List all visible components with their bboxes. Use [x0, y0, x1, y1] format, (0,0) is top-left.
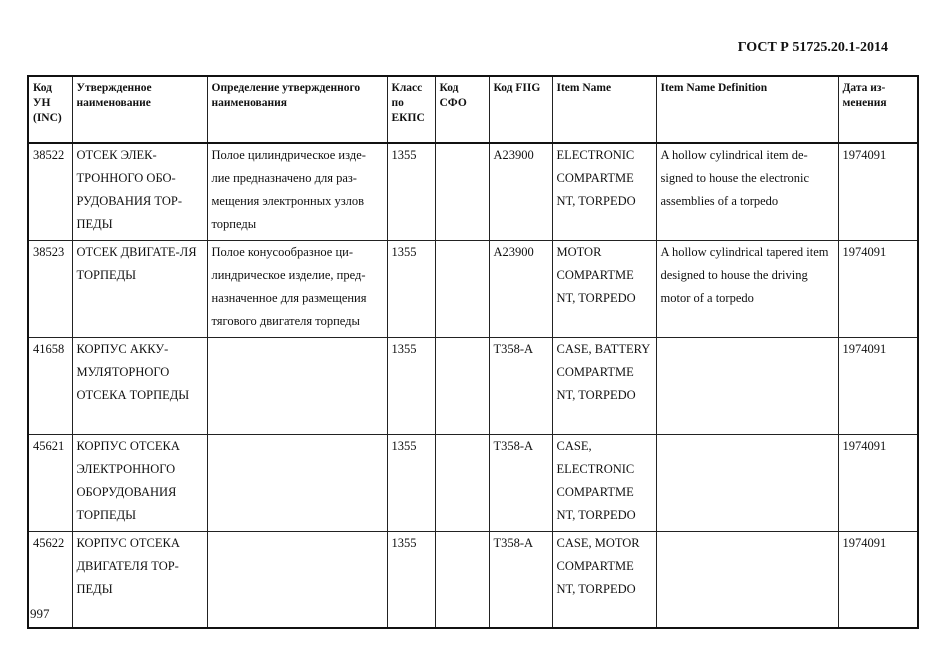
cell-name: ОТСЕК ЭЛЕК-ТРОННОГО ОБО-РУДОВАНИЯ ТОР-ПЕДЫ — [72, 143, 207, 240]
cell-fiig: T358-A — [489, 337, 552, 434]
cell-item-name: CASE, BATTERY COMPARTME NT, TORPEDO — [552, 337, 656, 434]
page-number: 997 — [30, 606, 50, 621]
cell-item-def — [656, 434, 838, 531]
cell-fiig: A23900 — [489, 143, 552, 240]
cell-name: КОРПУС АККУ-МУЛЯТОРНОГО ОТСЕКА ТОРПЕДЫ — [72, 337, 207, 434]
cell-item-name: ELECTRONIC COMPARTME NT, TORPEDO — [552, 143, 656, 240]
cell-sfo — [435, 240, 489, 337]
column-header-item-name: Item Name — [552, 76, 656, 143]
cell-fiig: A23900 — [489, 240, 552, 337]
cell-inc: 45621 — [28, 434, 72, 531]
column-header-item-def: Item Name Definition — [656, 76, 838, 143]
column-header-sfo: Код СФО — [435, 76, 489, 143]
cell-definition — [207, 337, 387, 434]
cell-item-def: A hollow cylindrical item de-signed to house the electronic assemblies of a torpedo — [656, 143, 838, 240]
cell-fiig: T358-A — [489, 531, 552, 628]
cell-inc: 38522 — [28, 143, 72, 240]
cell-class: 1355 — [387, 240, 435, 337]
cell-date: 1974091 — [838, 143, 918, 240]
cell-date: 1974091 — [838, 337, 918, 434]
cell-definition: Полое цилиндрическое изде-лие предназначено для раз-мещения электронных узлов торпеды — [207, 143, 387, 240]
cell-sfo — [435, 434, 489, 531]
cell-sfo — [435, 531, 489, 628]
cell-item-def: A hollow cylindrical tapered item designed to house the driving motor of a torpedo — [656, 240, 838, 337]
table-row — [28, 434, 918, 531]
column-header-definition: Определение утвержденного наименования — [207, 76, 387, 143]
cell-definition: Полое конусообразное ци-линдрическое изделие, пред-назначенное для размещения тягового двигателя торпеды — [207, 240, 387, 337]
cell-inc: 41658 — [28, 337, 72, 434]
classification-table — [27, 75, 919, 629]
column-header-date: Дата из-менения — [838, 76, 918, 143]
cell-item-def — [656, 337, 838, 434]
column-header-name: Утвержденное наименование — [72, 76, 207, 143]
cell-definition — [207, 531, 387, 628]
table-row — [28, 531, 918, 628]
cell-class: 1355 — [387, 143, 435, 240]
table-row — [28, 240, 918, 337]
cell-date: 1974091 — [838, 434, 918, 531]
cell-name: КОРПУС ОТСЕКА ЭЛЕКТРОННОГО ОБОРУДОВАНИЯ ТОРПЕДЫ — [72, 434, 207, 531]
cell-item-name: MOTOR COMPARTME NT, TORPEDO — [552, 240, 656, 337]
cell-sfo — [435, 337, 489, 434]
cell-date: 1974091 — [838, 531, 918, 628]
cell-date: 1974091 — [838, 240, 918, 337]
cell-class: 1355 — [387, 337, 435, 434]
document-title: ГОСТ Р 51725.20.1-2014 — [737, 40, 888, 55]
cell-fiig: T358-A — [489, 434, 552, 531]
cell-inc: 45622 — [28, 531, 72, 628]
cell-inc: 38523 — [28, 240, 72, 337]
table-header-row — [28, 76, 918, 143]
cell-item-name: CASE, MOTOR COMPARTME NT, TORPEDO — [552, 531, 656, 628]
cell-class: 1355 — [387, 434, 435, 531]
table-row — [28, 143, 918, 240]
column-header-fiig: Код FIIG — [489, 76, 552, 143]
column-header-class: Класс по ЕКПС — [387, 76, 435, 143]
cell-class: 1355 — [387, 531, 435, 628]
column-header-inc: Код УН (INC) — [28, 76, 72, 143]
cell-definition — [207, 434, 387, 531]
cell-item-name: CASE, ELECTRONIC COMPARTME NT, TORPEDO — [552, 434, 656, 531]
table-row — [28, 337, 918, 434]
cell-name: КОРПУС ОТСЕКА ДВИГАТЕЛЯ ТОР-ПЕДЫ — [72, 531, 207, 628]
cell-sfo — [435, 143, 489, 240]
cell-name: ОТСЕК ДВИГАТЕ-ЛЯ ТОРПЕДЫ — [72, 240, 207, 337]
cell-item-def — [656, 531, 838, 628]
